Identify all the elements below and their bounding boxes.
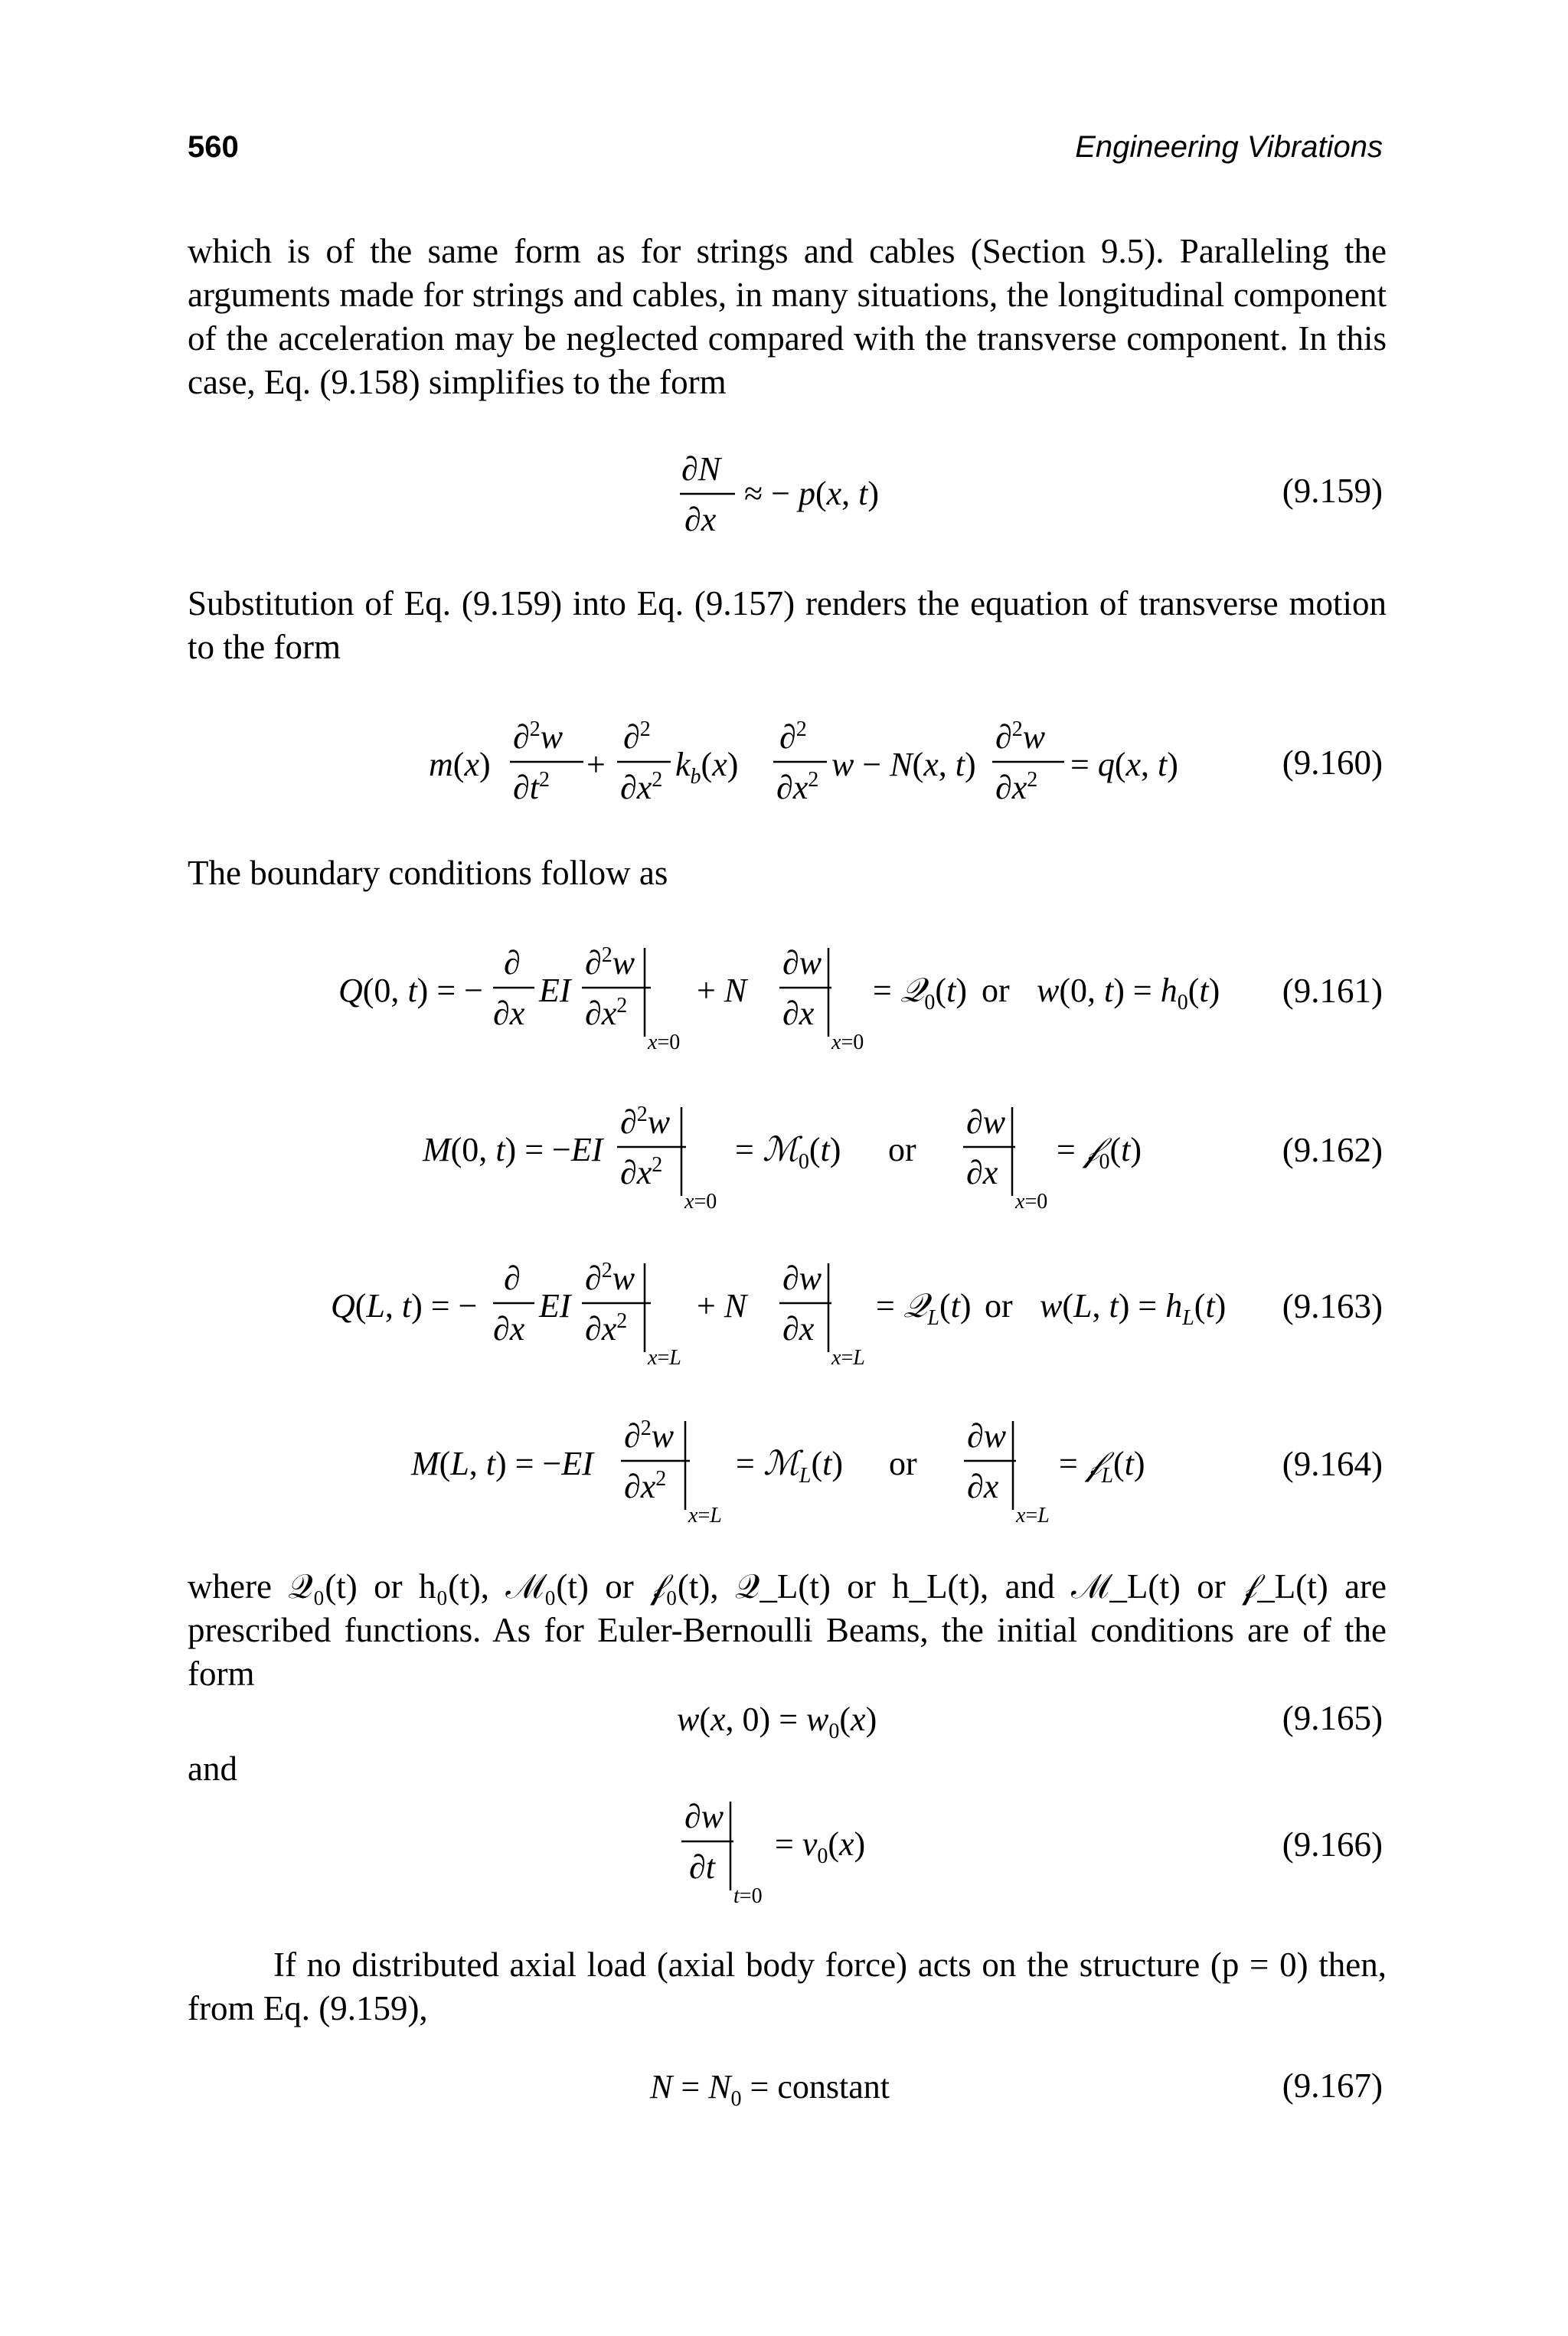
svg-text:x=0: x=0 <box>648 1031 681 1054</box>
paragraph-3: The boundary conditions follow as <box>188 854 668 892</box>
svg-text:or: or <box>889 1445 917 1482</box>
svg-text:EI: EI <box>539 1287 571 1325</box>
svg-text:M(0, t) = −EI: M(0, t) = −EI <box>423 1131 603 1168</box>
svg-text:w(x, 0) = w0(x): w(x, $0) = w_0(x)$ <box>677 1701 877 1743</box>
svg-text:∂: ∂ <box>504 1259 521 1297</box>
svg-text:w(L, t) = hL(t): w(L, $t) = h_L(t)$ <box>1040 1287 1227 1330</box>
svg-text:Q(L, t) = −: Q(L, t) = − <box>331 1287 478 1325</box>
svg-text:∂w: ∂w <box>782 1259 822 1297</box>
equation-9-163 <box>322 1250 1286 1380</box>
svg-text:or: or <box>888 1131 916 1168</box>
svg-text:∂N: ∂N <box>681 450 721 488</box>
svg-text:= ℳL(t): = ℳ$_L$(t) <box>736 1444 844 1488</box>
svg-text:∂: ∂ <box>504 944 521 982</box>
svg-text:N = N0 = constant: $N = N_0$ = constant <box>650 2068 890 2111</box>
svg-text:= v0(x): = $v_0(x)$ <box>775 1825 866 1868</box>
svg-text:∂x: ∂x <box>782 1310 815 1348</box>
svg-text:w(0, t) = h0(t): w(0, $t) = h_0(t)$ <box>1037 972 1220 1014</box>
svg-text:∂w: ∂w <box>966 1103 1006 1141</box>
equation-number: (9.163) <box>1282 1287 1383 1325</box>
svg-text:= 𝒻L(t): = 𝒻$_L$(t) <box>1059 1444 1145 1488</box>
running-title: Engineering Vibrations <box>1075 130 1383 164</box>
svg-text:or: or <box>985 1287 1013 1325</box>
svg-text:= 𝒬0(t): = 𝒬$_0$(t) <box>873 971 967 1014</box>
equation-number: (9.166) <box>1282 1825 1383 1864</box>
svg-text:Q(0, t) = −: Q(0, t) = − <box>338 972 483 1009</box>
equation-9-159 <box>674 440 995 547</box>
svg-text:∂x: ∂x <box>493 995 525 1032</box>
svg-text:t=0: t=0 <box>733 1884 763 1908</box>
svg-text:= 𝒻0(t): = 𝒻$_0$(t) <box>1057 1130 1142 1174</box>
svg-text:w − N(x, t): w − N(x, t) <box>831 746 976 783</box>
equation-9-166 <box>674 1788 980 1918</box>
svg-text:+ N: + N <box>697 972 747 1009</box>
svg-text:∂x2: $\partial x^2$ <box>585 1309 628 1348</box>
equation-9-165 <box>674 1692 980 1746</box>
svg-text:∂x2: $\partial x^2$ <box>620 768 663 806</box>
svg-text:x=L: x=L <box>648 1346 681 1370</box>
svg-text:= 𝒬L(t): = 𝒬$_L$(t) <box>876 1286 972 1330</box>
equation-number: (9.160) <box>1282 743 1383 782</box>
equation-number: (9.164) <box>1282 1445 1383 1483</box>
svg-text:x=L: x=L <box>1016 1504 1050 1527</box>
svg-text:∂x: ∂x <box>966 1154 998 1191</box>
svg-text:M(L, t) = −EI: M(L, t) = −EI <box>411 1445 593 1482</box>
svg-text:∂x2: $\partial x^2$ <box>620 1153 663 1191</box>
paragraph-5: and <box>188 1750 237 1788</box>
equation-number: (9.165) <box>1282 1699 1383 1737</box>
svg-text:∂2w: ∂$^2$w <box>995 717 1046 756</box>
svg-text:x=0: x=0 <box>684 1190 717 1214</box>
svg-text:∂t2: $\partial t^2$ <box>513 768 550 806</box>
paragraph-2: Substitution of Eq. (9.159) into Eq. (9.157) renders the equation of transverse motion to the form <box>188 584 1387 666</box>
svg-text:∂x2: $\partial x^2$ <box>624 1467 667 1505</box>
svg-text:+ N: + N <box>697 1287 747 1325</box>
svg-text:kb(x): $k_b(x)$ <box>675 746 739 789</box>
svg-text:x=0: x=0 <box>1015 1190 1048 1214</box>
equation-9-160 <box>413 708 1210 815</box>
equation-number: (9.161) <box>1282 972 1383 1010</box>
svg-text:∂2: ∂$^2$ <box>779 717 807 756</box>
svg-text:∂2: ∂$^2$ <box>623 717 651 756</box>
paragraph-1: which is of the same form as for strings and cables (Section 9.5). Paralleling the arguments made for strings and cables, in many situations, the longitudinal component of the acceleration may be neglected compared with the transverse component. In this case, Eq. (9.158) simplifies to the form <box>188 232 1387 401</box>
svg-text:x=0: x=0 <box>831 1031 864 1054</box>
svg-text:∂x: ∂x <box>684 501 717 538</box>
svg-text:∂x2: $\partial x^2$ <box>776 768 819 806</box>
svg-text:∂w: ∂w <box>967 1417 1007 1455</box>
svg-text:∂2w: ∂$^2$w <box>624 1416 675 1455</box>
svg-text:∂x: ∂x <box>493 1310 525 1348</box>
equation-number: (9.162) <box>1282 1131 1383 1169</box>
equation-9-161 <box>329 934 1279 1064</box>
svg-text:x=L: x=L <box>831 1346 865 1370</box>
svg-text:m(x): m(x) <box>429 746 491 783</box>
svg-text:∂w: ∂w <box>782 944 822 982</box>
svg-text:∂2w: ∂$^2$w <box>585 1259 635 1297</box>
equation-9-162 <box>413 1093 1240 1224</box>
page-number: 560 <box>188 130 239 164</box>
svg-text:∂2w: ∂$^2$w <box>513 717 564 756</box>
paragraph-4: where 𝒬₀(t) or h₀(t), ℳ₀(t) or 𝒻₀(t), 𝒬_L(t) or h_L(t), and ℳ_L(t) or 𝒻_L(t) are prescribed functions. As for Euler-Bernoulli Beams, the initial conditions are of the form <box>188 1567 1387 1693</box>
equation-number: (9.167) <box>1282 2066 1383 2105</box>
equation-9-164 <box>402 1407 1244 1537</box>
equation-number: (9.159) <box>1282 472 1383 510</box>
svg-text:∂x2: $\partial x^2$ <box>995 768 1038 806</box>
svg-text:EI: EI <box>539 972 571 1009</box>
svg-text:+: + <box>586 746 606 783</box>
svg-text:= ℳ0(t): = ℳ$_0$(t) <box>735 1130 841 1174</box>
svg-text:∂w: ∂w <box>684 1798 724 1835</box>
svg-text:≈ − p(x, t): ≈ − p(x, t) <box>744 475 880 512</box>
svg-text:∂x2: $\partial x^2$ <box>585 994 628 1032</box>
equation-9-167 <box>647 2060 969 2113</box>
svg-text:∂2w: ∂$^2$w <box>620 1103 671 1141</box>
svg-text:∂2w: ∂$^2$w <box>585 943 635 982</box>
paragraph-6: If no distributed axial load (axial body force) acts on the structure (p = 0) then, from Eq. (9.159), <box>188 1946 1387 2027</box>
svg-text:or: or <box>982 972 1010 1009</box>
svg-text:x=L: x=L <box>688 1504 722 1527</box>
svg-text:∂t: ∂t <box>689 1848 715 1886</box>
svg-text:= q(x, t): = q(x, t) <box>1070 746 1178 783</box>
svg-text:∂x: ∂x <box>967 1468 999 1505</box>
svg-text:∂x: ∂x <box>782 995 815 1032</box>
